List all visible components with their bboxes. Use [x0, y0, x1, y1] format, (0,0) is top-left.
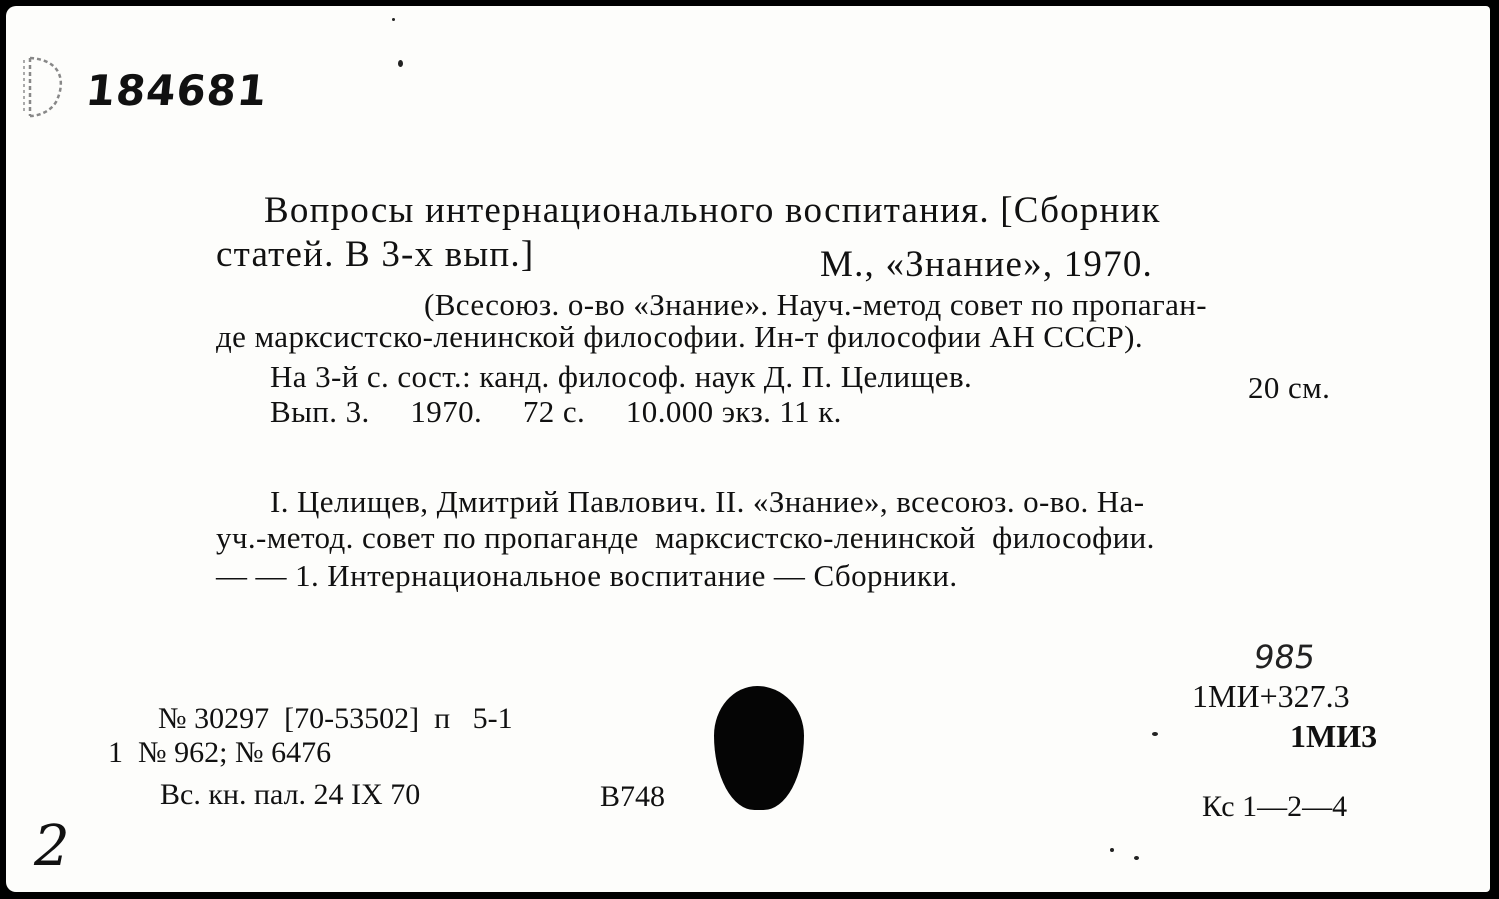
- imprint: М., «Знание», 1970.: [820, 244, 1153, 285]
- kc-code: Кс 1—2—4: [1202, 790, 1348, 823]
- footer-code: В748: [600, 780, 666, 813]
- size: 20 см.: [1248, 370, 1331, 405]
- notes-line-2: де марксистско-ленинской философии. Ин-т философии АН СССР).: [216, 319, 1144, 354]
- catalog-card: [6, 6, 1490, 892]
- subject-line-2: уч.-метод. совет по пропаганде марксистско-ленинской философии.: [216, 520, 1155, 555]
- ink-speck: [1134, 856, 1139, 860]
- class-line-1: 1МИ+327.3: [1192, 678, 1350, 714]
- punch-hole: [714, 686, 804, 810]
- notes-line-3: На 3-й с. сост.: канд. философ. наук Д. П. Целищев.: [270, 359, 973, 394]
- subject-line-1: I. Целищев, Дмитрий Павлович. II. «Знание», всесоюз. о-во. На-: [270, 484, 1145, 519]
- handwritten-number: 184681: [83, 66, 270, 115]
- notes-line-1: (Всесоюз. о-во «Знание». Науч.-метод совет по пропаган-: [424, 287, 1207, 322]
- stamp-d-icon: [20, 52, 70, 122]
- ink-speck: [1152, 732, 1158, 736]
- class-handwritten: 985: [1251, 638, 1318, 676]
- ink-speck: [398, 60, 403, 67]
- handwritten-corner: 2: [34, 814, 70, 879]
- notes-line-4: Вып. 3. 1970. 72 с. 10.000 экз. 11 к.: [270, 394, 842, 429]
- footer-line-2: 1 № 962; № 6476: [108, 736, 332, 769]
- title-line-1: Вопросы интернационального воспитания. [Сборник: [264, 190, 1161, 231]
- stamp-mark: [20, 52, 70, 127]
- class-line-2: 1МИ3: [1290, 718, 1378, 754]
- footer-line-1: № 30297 [70-53502] п 5-1: [158, 702, 513, 735]
- subject-line-3: — — 1. Интернациональное воспитание — Сборники.: [216, 558, 958, 593]
- ink-speck: [1110, 848, 1114, 852]
- footer-line-3: Вс. кн. пал. 24 IX 70: [160, 778, 421, 811]
- title-line-2: статей. В 3-х вып.]: [216, 234, 535, 275]
- ink-speck: [392, 18, 395, 21]
